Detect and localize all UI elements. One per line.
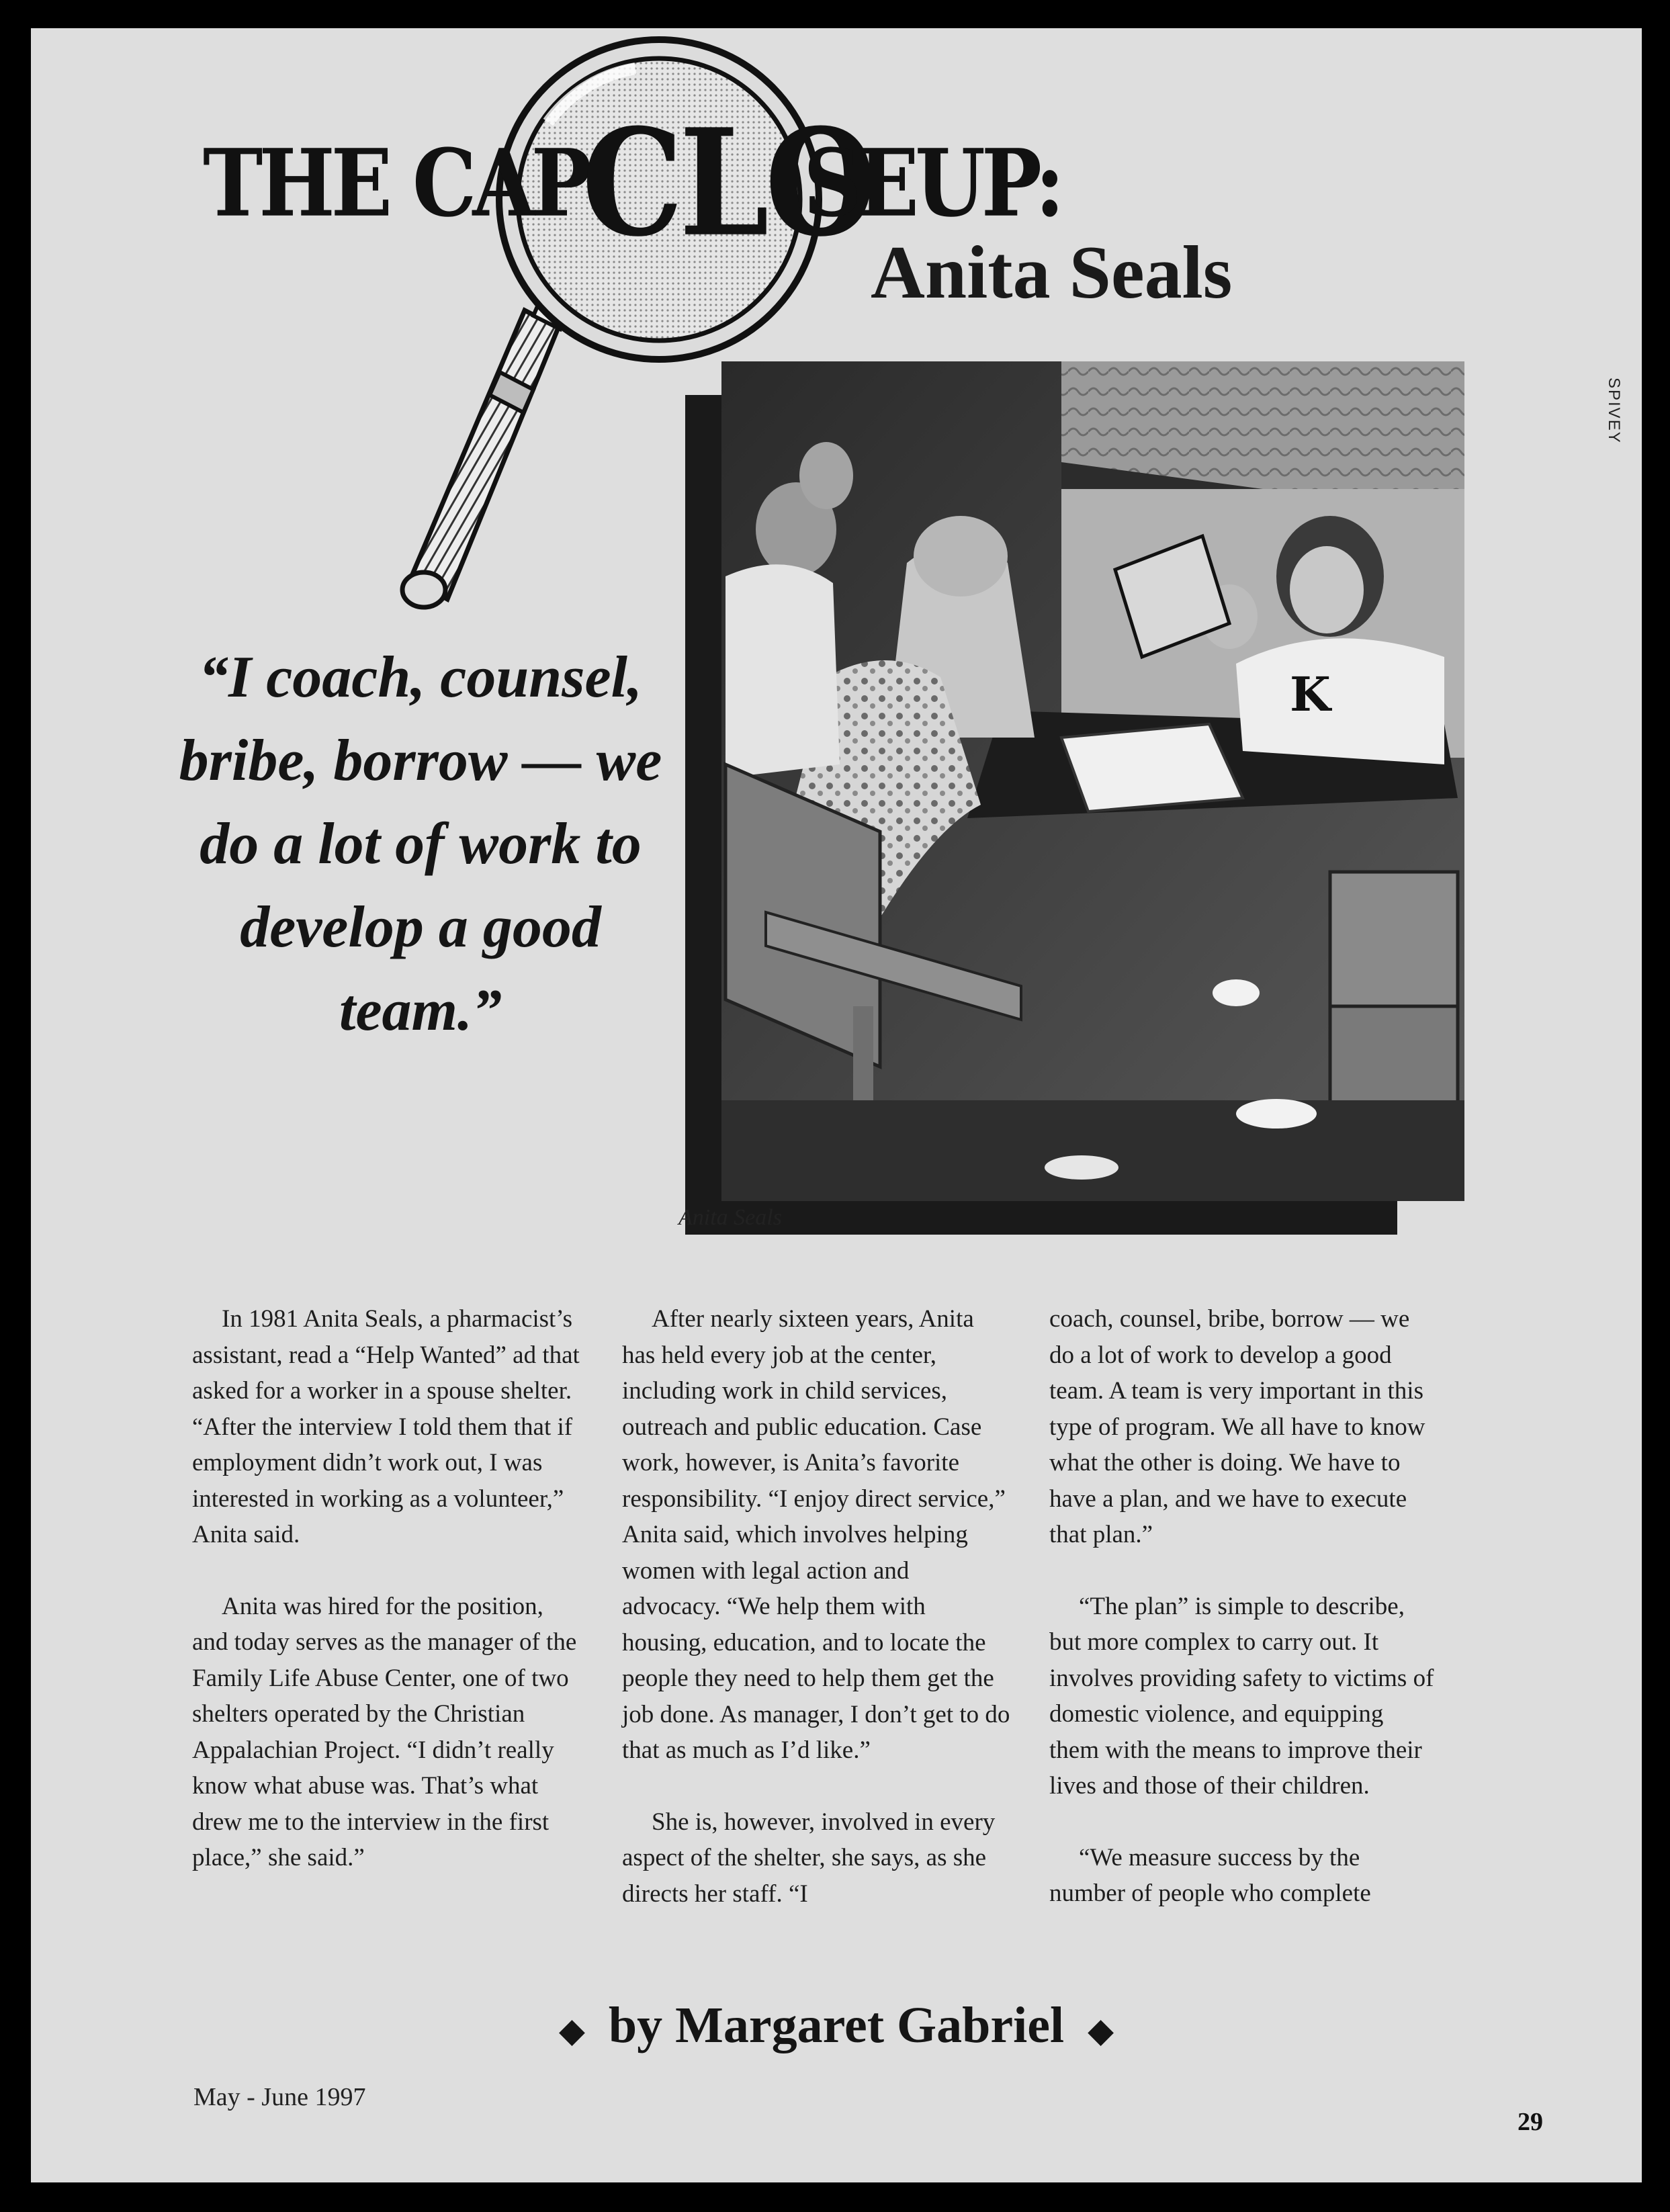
- diamond-icon: ◆: [1088, 2012, 1114, 2049]
- photo-scene: [721, 361, 1464, 1201]
- paragraph: coach, counsel, bribe, borrow — we do a lot of work to develop a good team. A team is very important in this type of program. We all have to know what the other is doing. We have to have a plan, and we have to execute that plan.”: [1049, 1305, 1425, 1548]
- article-column-1: [192, 1301, 582, 1912]
- paragraph: After nearly sixteen years, Anita has held every job at the center, including work in child services, outreach and public education. Case work, however, is Anita’s favorite responsibility. “I enjoy direct service,” Anita said, which involves helping women with legal action and advocacy. “We help them with housing, education, and to locate the people they need to help them get the job done. As manager, I don’t get to do that as much as I’d like.”: [622, 1305, 1010, 1764]
- paragraph: “We measure success by the number of people who complete: [1049, 1843, 1371, 1907]
- photo-caption: Anita Seals: [678, 1205, 782, 1230]
- paragraph: In 1981 Anita Seals, a pharmacist’s assistant, read a “Help Wanted” ad that asked for a worker in a spouse shelter. “After the interview I told them that if employment didn’t work out, I was interested in working as a volunteer,” Anita said.: [192, 1305, 580, 1548]
- svg-text:K: K: [1290, 666, 1331, 722]
- byline: [31, 1996, 1642, 2055]
- diamond-icon: ◆: [559, 2012, 584, 2049]
- article-column-2: [622, 1301, 1012, 1947]
- paragraph: She is, however, involved in every aspect of the shelter, she says, as she directs her staff. “I: [622, 1808, 996, 1908]
- paragraph: Anita was hired for the position, and today serves as the manager of the Family Life Abuse Center, one of two shelters operated by the Christian Appalachian Project. “I didn’t really know what abuse was. That’s what drew me to the interview in the first place,” she said.”: [192, 1592, 577, 1871]
- magnifier-handle: [402, 297, 568, 607]
- page-number: 29: [1518, 2108, 1543, 2136]
- article-column-3: [1049, 1301, 1439, 1947]
- photo-credit: SPIVEY: [1605, 378, 1623, 444]
- header-clo: CLO: [582, 97, 873, 269]
- header-seup: SEUP:: [803, 129, 1061, 238]
- header-the-cap: THE CAP: [203, 129, 588, 238]
- subject-name: Anita Seals: [871, 231, 1233, 314]
- magazine-page: [31, 28, 1642, 2182]
- photo-anita-seals: [685, 361, 1464, 1235]
- paragraph: “The plan” is simple to describe, but more complex to carry out. It involves providing safety to victims of domestic violence, and equipping them with the means to improve their lives and those of their children.: [1049, 1592, 1434, 1800]
- byline-text: by Margaret Gabriel: [608, 1997, 1065, 2053]
- pull-quote: “I coach, counsel, bribe, borrow — we do a lot of work to develop a good team.”: [179, 645, 662, 1043]
- issue-date: May - June 1997: [193, 2083, 366, 2111]
